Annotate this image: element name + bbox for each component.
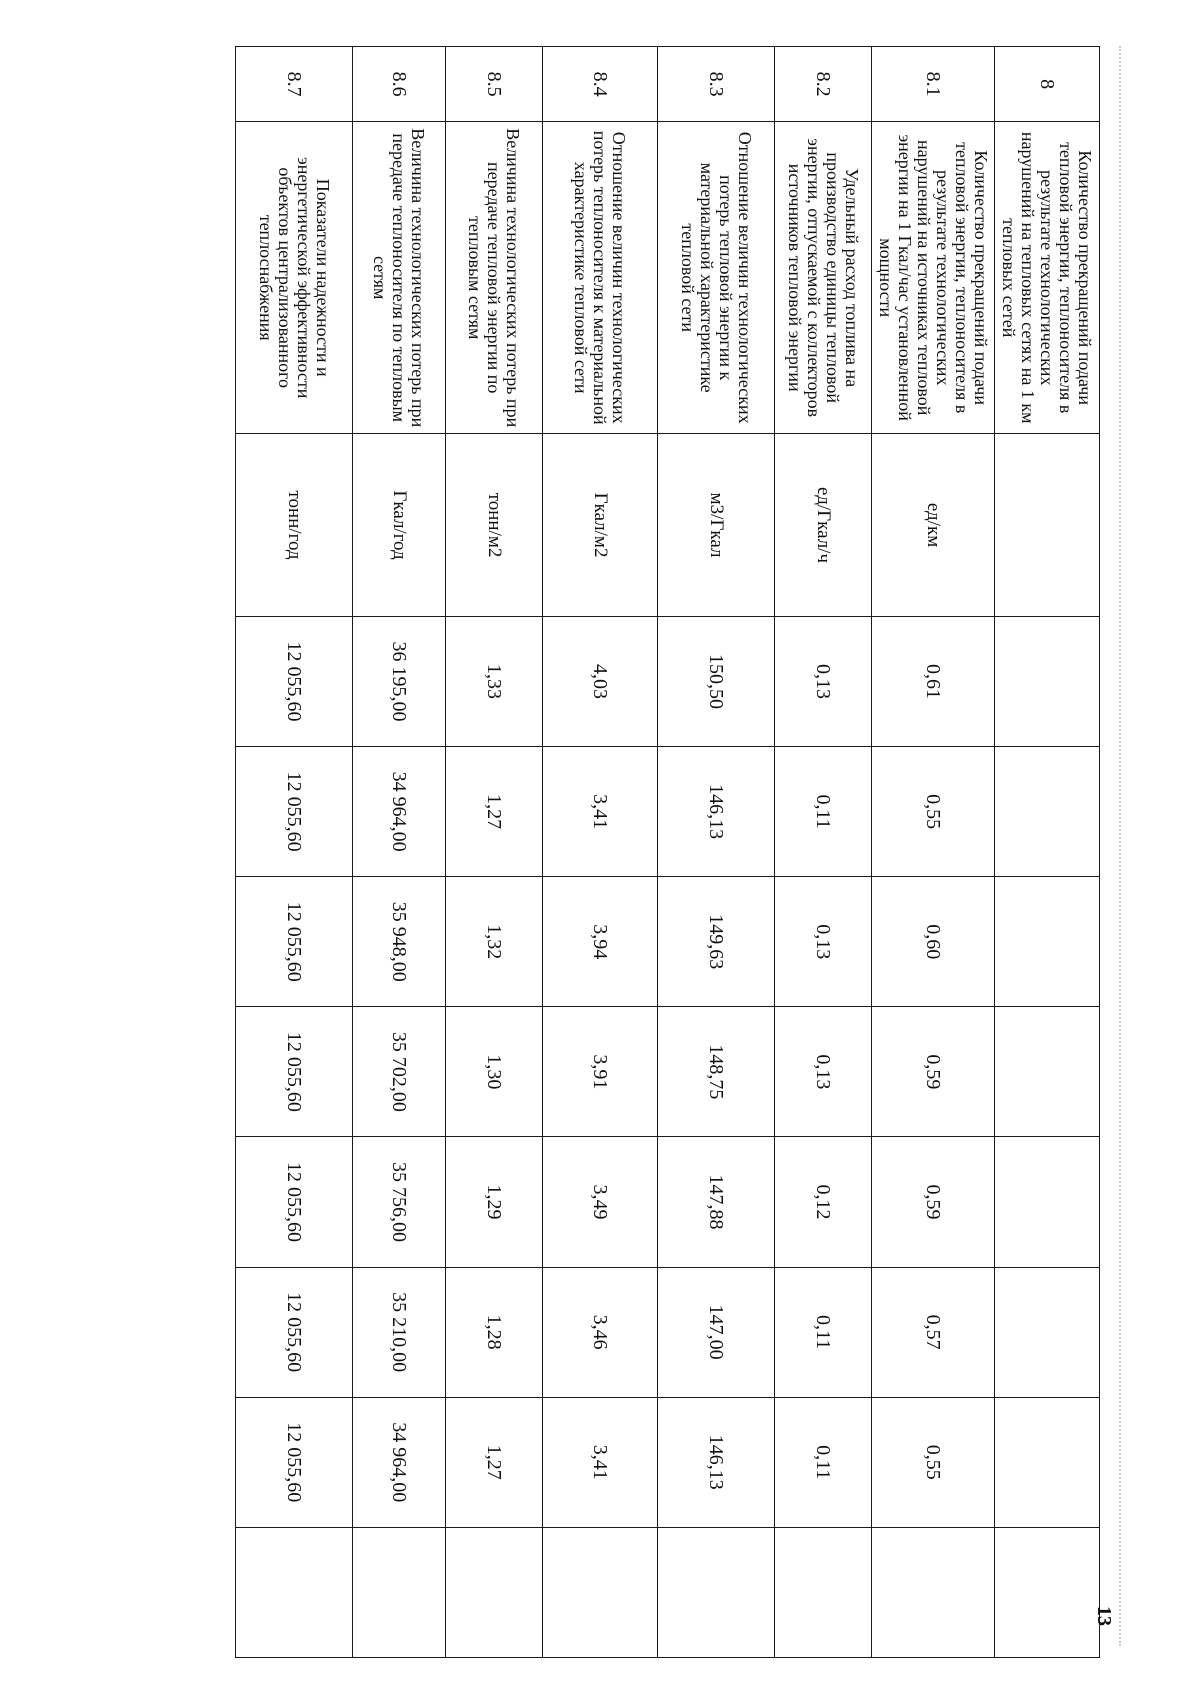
value-cell: 1,27: [446, 1397, 543, 1527]
row-number: 8.6: [353, 47, 446, 122]
table-row: [236, 47, 353, 1658]
value-cell: 147,88: [658, 1137, 775, 1267]
row-number: 8.7: [236, 47, 353, 122]
value-cell: 0,61: [872, 616, 995, 746]
page-number: 13: [1093, 1606, 1115, 1626]
unit-cell: тонн/год: [236, 434, 353, 617]
unit-cell: ед/км: [872, 434, 995, 617]
value-cell: [236, 1527, 353, 1657]
value-cell: 12 055,60: [236, 877, 353, 1007]
value-cell: [995, 1397, 1100, 1527]
value-cell: 0,59: [872, 1137, 995, 1267]
indicator-name: Величина технологических потерь при передаче теплоносителя по тепловым сетям: [353, 122, 446, 434]
value-cell: 3,49: [543, 1137, 658, 1267]
value-cell: [995, 616, 1100, 746]
value-cell: [995, 1267, 1100, 1397]
value-cell: 34 964,00: [353, 747, 446, 877]
value-cell: 1,28: [446, 1267, 543, 1397]
value-cell: 35 948,00: [353, 877, 446, 1007]
rotated-page: [215, 46, 1115, 1666]
value-cell: [995, 1007, 1100, 1137]
value-cell: 35 702,00: [353, 1007, 446, 1137]
indicator-name: Отношение величин технологических потерь теплоносителя к материальной характеристике тепловой сети: [543, 122, 658, 434]
row-number: 8.4: [543, 47, 658, 122]
value-cell: [872, 1527, 995, 1657]
value-cell: 3,94: [543, 877, 658, 1007]
value-cell: 147,00: [658, 1267, 775, 1397]
value-cell: 0,11: [775, 747, 872, 877]
value-cell: 3,41: [543, 747, 658, 877]
value-cell: 0,11: [775, 1267, 872, 1397]
value-cell: 146,13: [658, 747, 775, 877]
unit-cell: м3/Гкал: [658, 434, 775, 617]
value-cell: 150,50: [658, 616, 775, 746]
value-cell: 12 055,60: [236, 1007, 353, 1137]
row-number: 8: [995, 47, 1100, 122]
table-row: [353, 47, 446, 1658]
indicators-table: [235, 46, 1100, 1658]
value-cell: 35 756,00: [353, 1137, 446, 1267]
indicator-name: Количество прекращений подачи тепловой энергии, теплоносителя в результате технологических нарушений на источниках тепловой энергии на 1 Гкал/час установленной мощности: [872, 122, 995, 434]
indicator-name: Величина технологических потерь при передаче тепловой энергии по тепловым сетям: [446, 122, 543, 434]
unit-cell: Гкал/год: [353, 434, 446, 617]
unit-cell: [995, 434, 1100, 617]
value-cell: 0,11: [775, 1397, 872, 1527]
value-cell: 1,30: [446, 1007, 543, 1137]
value-cell: 0,57: [872, 1267, 995, 1397]
value-cell: [995, 877, 1100, 1007]
value-cell: [995, 747, 1100, 877]
table-row: [658, 47, 775, 1658]
value-cell: 0,60: [872, 877, 995, 1007]
value-cell: 12 055,60: [236, 1397, 353, 1527]
value-cell: [446, 1527, 543, 1657]
row-number: 8.1: [872, 47, 995, 122]
value-cell: 12 055,60: [236, 1267, 353, 1397]
row-number: 8.5: [446, 47, 543, 122]
row-number: 8.2: [775, 47, 872, 122]
table-row: [543, 47, 658, 1658]
value-cell: 0,55: [872, 1397, 995, 1527]
indicator-name: Удельный расход топлива на производство единицы тепловой энергии, отпускаемой с коллекторов источников тепловой энергии: [775, 122, 872, 434]
value-cell: 0,13: [775, 616, 872, 746]
value-cell: 12 055,60: [236, 747, 353, 877]
value-cell: 1,33: [446, 616, 543, 746]
unit-cell: ед/Гкал/ч: [775, 434, 872, 617]
value-cell: 149,63: [658, 877, 775, 1007]
table-row: [872, 47, 995, 1658]
value-cell: 146,13: [658, 1397, 775, 1527]
table-row: [995, 47, 1100, 1658]
value-cell: [543, 1527, 658, 1657]
scan-edge-strip: [1115, 46, 1121, 1646]
value-cell: 0,12: [775, 1137, 872, 1267]
value-cell: 1,29: [446, 1137, 543, 1267]
value-cell: 0,13: [775, 1007, 872, 1137]
value-cell: 12 055,60: [236, 616, 353, 746]
value-cell: 4,03: [543, 616, 658, 746]
value-cell: 35 210,00: [353, 1267, 446, 1397]
value-cell: 12 055,60: [236, 1137, 353, 1267]
table-row: [775, 47, 872, 1658]
value-cell: [775, 1527, 872, 1657]
value-cell: 0,13: [775, 877, 872, 1007]
indicator-name: Количество прекращений подачи тепловой энергии, теплоносителя в результате технологических нарушений на тепловых сетях на 1 км тепловых сетей: [995, 122, 1100, 434]
value-cell: 148,75: [658, 1007, 775, 1137]
value-cell: [995, 1137, 1100, 1267]
indicator-name: Показатели надежности и энергетической эффективности объектов централизованного теплоснабжения: [236, 122, 353, 434]
value-cell: 3,41: [543, 1397, 658, 1527]
row-number: 8.3: [658, 47, 775, 122]
value-cell: 3,91: [543, 1007, 658, 1137]
value-cell: 1,27: [446, 747, 543, 877]
table-row: [446, 47, 543, 1658]
value-cell: 3,46: [543, 1267, 658, 1397]
value-cell: 1,32: [446, 877, 543, 1007]
value-cell: 0,59: [872, 1007, 995, 1137]
value-cell: 0,55: [872, 747, 995, 877]
value-cell: 36 195,00: [353, 616, 446, 746]
value-cell: [658, 1527, 775, 1657]
value-cell: [995, 1527, 1100, 1657]
value-cell: 34 964,00: [353, 1397, 446, 1527]
unit-cell: тонн/м2: [446, 434, 543, 617]
value-cell: [353, 1527, 446, 1657]
unit-cell: Гкал/м2: [543, 434, 658, 617]
indicator-name: Отношение величин технологических потерь тепловой энергии к материальной характеристике тепловой сети: [658, 122, 775, 434]
